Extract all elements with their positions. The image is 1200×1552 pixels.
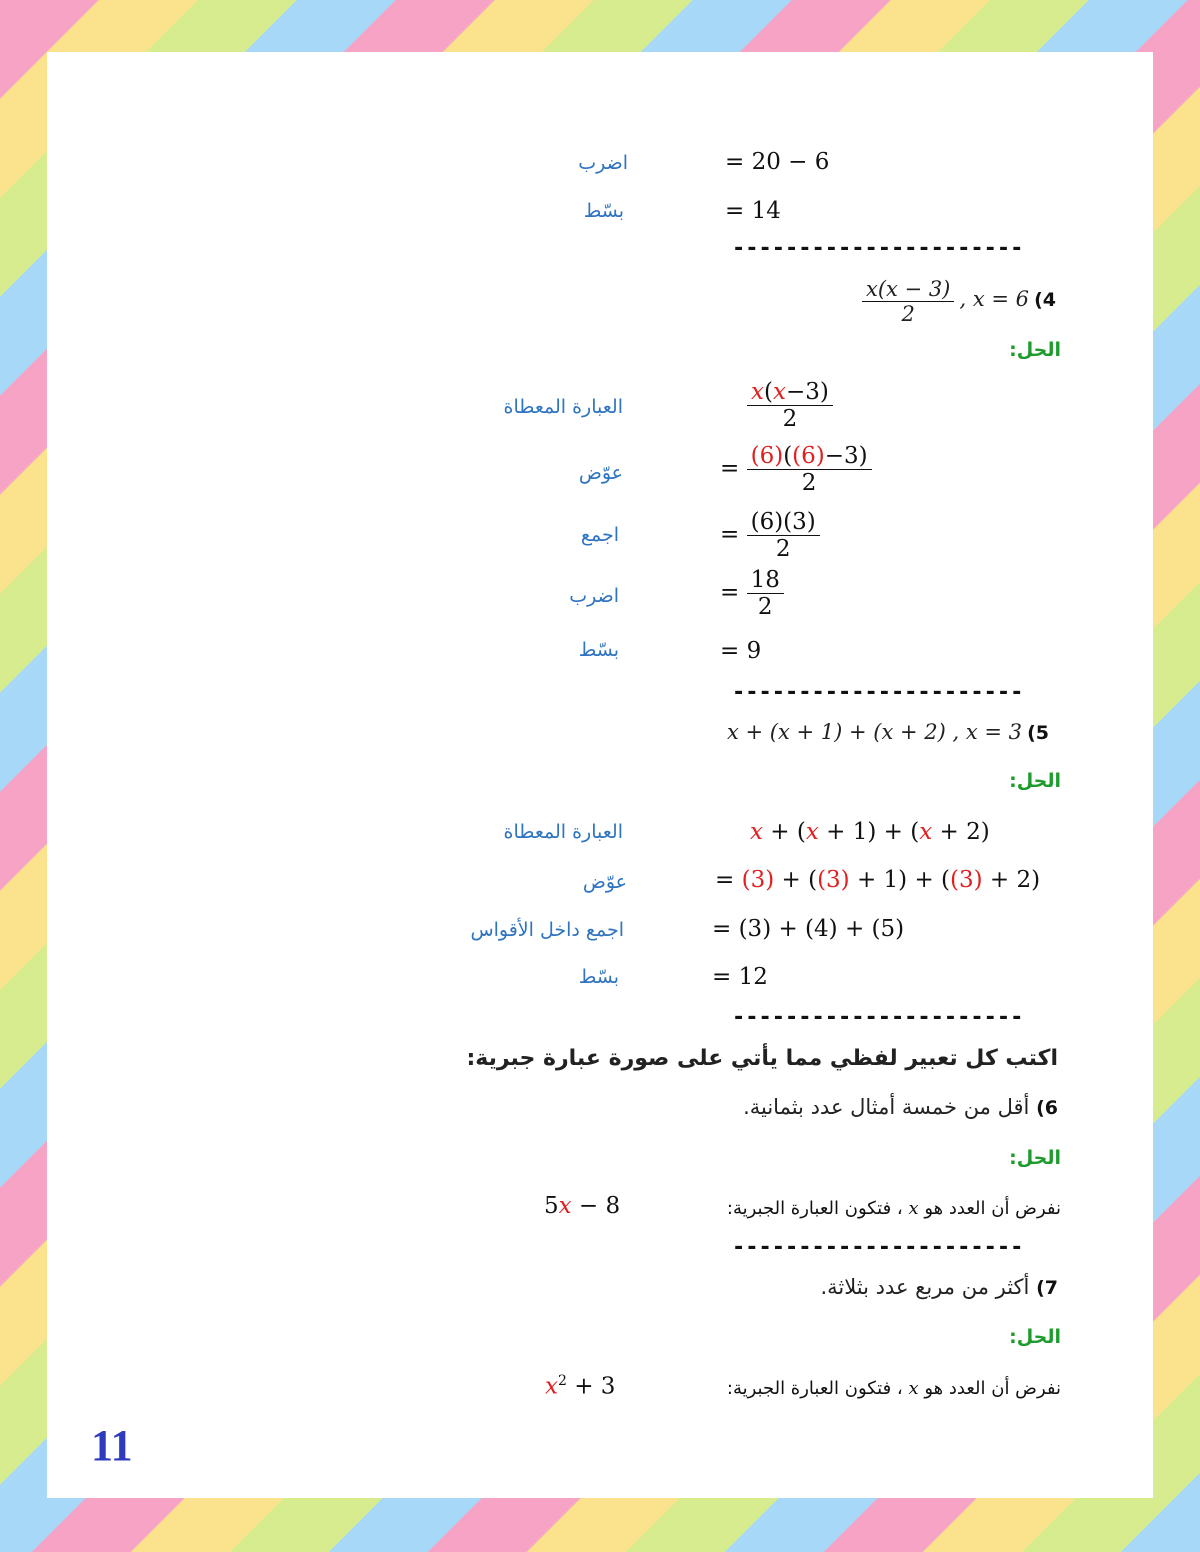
q4-number: (4 — [1034, 289, 1056, 312]
q5-expression: x + (x + 1) + (x + 2) , x = 3 — [727, 720, 1022, 744]
q6-assumption: نفرض أن العدد هو x ، فتكون العبارة الجبرية: — [726, 1198, 1061, 1219]
page-number: 11 — [91, 1421, 133, 1470]
q4-given-expr: $\frac{x(x-3)}{2}$ — [747, 380, 833, 431]
q7-text: أكثر من مربع عدد بثلاثة. — [820, 1275, 1030, 1299]
question-4 — [862, 278, 1056, 325]
step-label-given: العبارة المعطاة — [503, 396, 623, 418]
step-label-given: العبارة المعطاة — [503, 821, 623, 843]
q5-number: (5 — [1027, 722, 1049, 744]
instruction-heading: اكتب كل تعبير لفظي مما يأتي على صورة عبارة جبرية: — [466, 1046, 1058, 1071]
divider: ---------------------- — [732, 680, 1024, 705]
divider: ---------------------- — [732, 1235, 1024, 1260]
q4-simplify-expr: = 9 — [720, 638, 762, 664]
step-expr: = 14 — [725, 198, 781, 224]
q4-multiply-expr: = $\frac{18}{2}$ — [720, 568, 784, 619]
step-label-simplify: بسّط — [583, 200, 624, 222]
step-label-multiply: اضرب — [569, 585, 619, 607]
q6-number: 6) — [1036, 1097, 1058, 1119]
q5-substitute-expr: = (3) + ((3) + 1) + ((3) + 2) — [715, 867, 1041, 893]
question-7 — [820, 1275, 1058, 1299]
solution-label: الحل: — [1009, 339, 1061, 361]
q7-assumption: نفرض أن العدد هو x ، فتكون العبارة الجبرية: — [726, 1378, 1061, 1399]
q6-answer: 5x − 8 — [544, 1193, 621, 1219]
step-label-simplify: بسّط — [578, 639, 619, 661]
q5-simplify-expr: = 12 — [712, 964, 768, 990]
worksheet-page — [47, 52, 1153, 1498]
question-6 — [743, 1095, 1058, 1119]
solution-label: الحل: — [1009, 1147, 1061, 1169]
step-label-add: اجمع — [580, 524, 619, 546]
step-label-substitute: عوّض — [582, 871, 627, 893]
q6-text: أقل من خمسة أمثال عدد بثمانية. — [743, 1095, 1030, 1119]
q4-substitute-expr: = $\frac{(6)((6)-3)}{2}$ — [720, 444, 872, 495]
step-label-substitute: عوّض — [578, 462, 623, 484]
q5-given-expr: x + (x + 1) + (x + 2) — [750, 819, 990, 845]
step-label-simplify: بسّط — [578, 966, 619, 988]
question-5 — [727, 720, 1049, 744]
divider: ---------------------- — [732, 1005, 1024, 1030]
q4-condition: , x = 6 — [959, 287, 1029, 312]
q5-add-expr: = (3) + (4) + (5) — [712, 916, 905, 942]
step-label-add-inside-parentheses: اجمع داخل الأقواس — [470, 919, 624, 941]
q4-add-expr: = $\frac{(6)(3)}{2}$ — [720, 510, 820, 561]
step-expr: = 20 − 6 — [725, 149, 830, 175]
divider: ---------------------- — [732, 236, 1024, 261]
q7-answer: $x^2 + 3$ — [545, 1373, 616, 1400]
step-label-multiply: اضرب — [578, 152, 628, 174]
q7-number: 7) — [1036, 1277, 1058, 1299]
solution-label: الحل: — [1009, 1326, 1061, 1348]
solution-label: الحل: — [1009, 770, 1061, 792]
q4-fraction: $\frac{x(x - 3)}{2}$ — [862, 278, 954, 325]
